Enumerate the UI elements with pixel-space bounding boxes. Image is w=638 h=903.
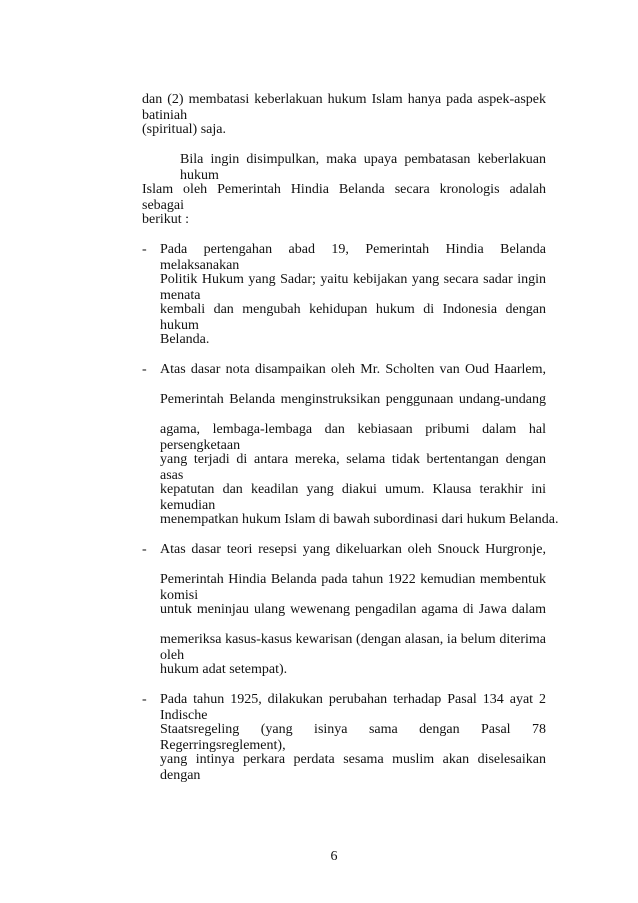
item-2-line-4: yang terjadi di antara mereka, selama tidak bertentangan dengan asas — [160, 452, 546, 483]
item-4-line-3: yang intinya perkara perdata sesama muslim akan diselesaikan dengan — [160, 752, 546, 783]
paragraph-line-2: Islam oleh Pemerintah Hindia Belanda secara kronologis adalah sebagai — [142, 182, 546, 213]
item-2-line-5: kepatutan dan keadilan yang diakui umum. Klausa terakhir ini kemudian — [160, 482, 546, 513]
item-2-line-2: Pemerintah Belanda menginstruksikan penggunaan undang-undang — [160, 392, 546, 407]
intro-line-2: (spiritual) saja. — [142, 122, 226, 137]
paragraph-line-3: berikut : — [142, 212, 190, 227]
item-3-line-4: memeriksa kasus-kasus kewarisan (dengan alasan, ia belum diterima oleh — [160, 632, 546, 663]
item-3-line-5: hukum adat setempat). — [160, 662, 288, 677]
bullet-marker: - — [142, 542, 147, 557]
item-3-line-2: Pemerintah Hindia Belanda pada tahun 1922 kemudian membentuk komisi — [160, 572, 546, 603]
item-1-line-1: Pada pertengahan abad 19, Pemerintah Hindia Belanda melaksanakan — [160, 242, 546, 273]
item-1-line-4: Belanda. — [160, 332, 210, 347]
paragraph-line-1: Bila ingin disimpulkan, maka upaya pembatasan keberlakuan hukum — [180, 152, 546, 183]
item-2-line-6: menempatkan hukum Islam di bawah subordinasi dari hukum Belanda. — [160, 512, 559, 527]
item-3-line-1: Atas dasar teori resepsi yang dikeluarkan oleh Snouck Hurgronje, — [160, 542, 546, 557]
item-4-line-2: Staatsregeling (yang isinya sama dengan Pasal 78 Regerringsreglement), — [160, 722, 546, 753]
item-2-line-1: Atas dasar nota disampaikan oleh Mr. Scholten van Oud Haarlem, — [160, 362, 546, 377]
page-number: 6 — [330, 849, 338, 864]
item-1-line-2: Politik Hukum yang Sadar; yaitu kebijakan yang secara sadar ingin menata — [160, 272, 546, 303]
intro-line-1: dan (2) membatasi keberlakuan hukum Islam hanya pada aspek-aspek batiniah — [142, 92, 546, 123]
item-1-line-3: kembali dan mengubah kehidupan hukum di Indonesia dengan hukum — [160, 302, 546, 333]
item-3-line-3: untuk meninjau ulang wewenang pengadilan agama di Jawa dalam — [160, 602, 546, 617]
bullet-marker: - — [142, 362, 147, 377]
item-2-line-3: agama, lembaga-lembaga dan kebiasaan pribumi dalam hal persengketaan — [160, 422, 546, 453]
bullet-marker: - — [142, 242, 147, 257]
item-4-line-1: Pada tahun 1925, dilakukan perubahan terhadap Pasal 134 ayat 2 Indische — [160, 692, 546, 723]
bullet-marker: - — [142, 692, 147, 707]
